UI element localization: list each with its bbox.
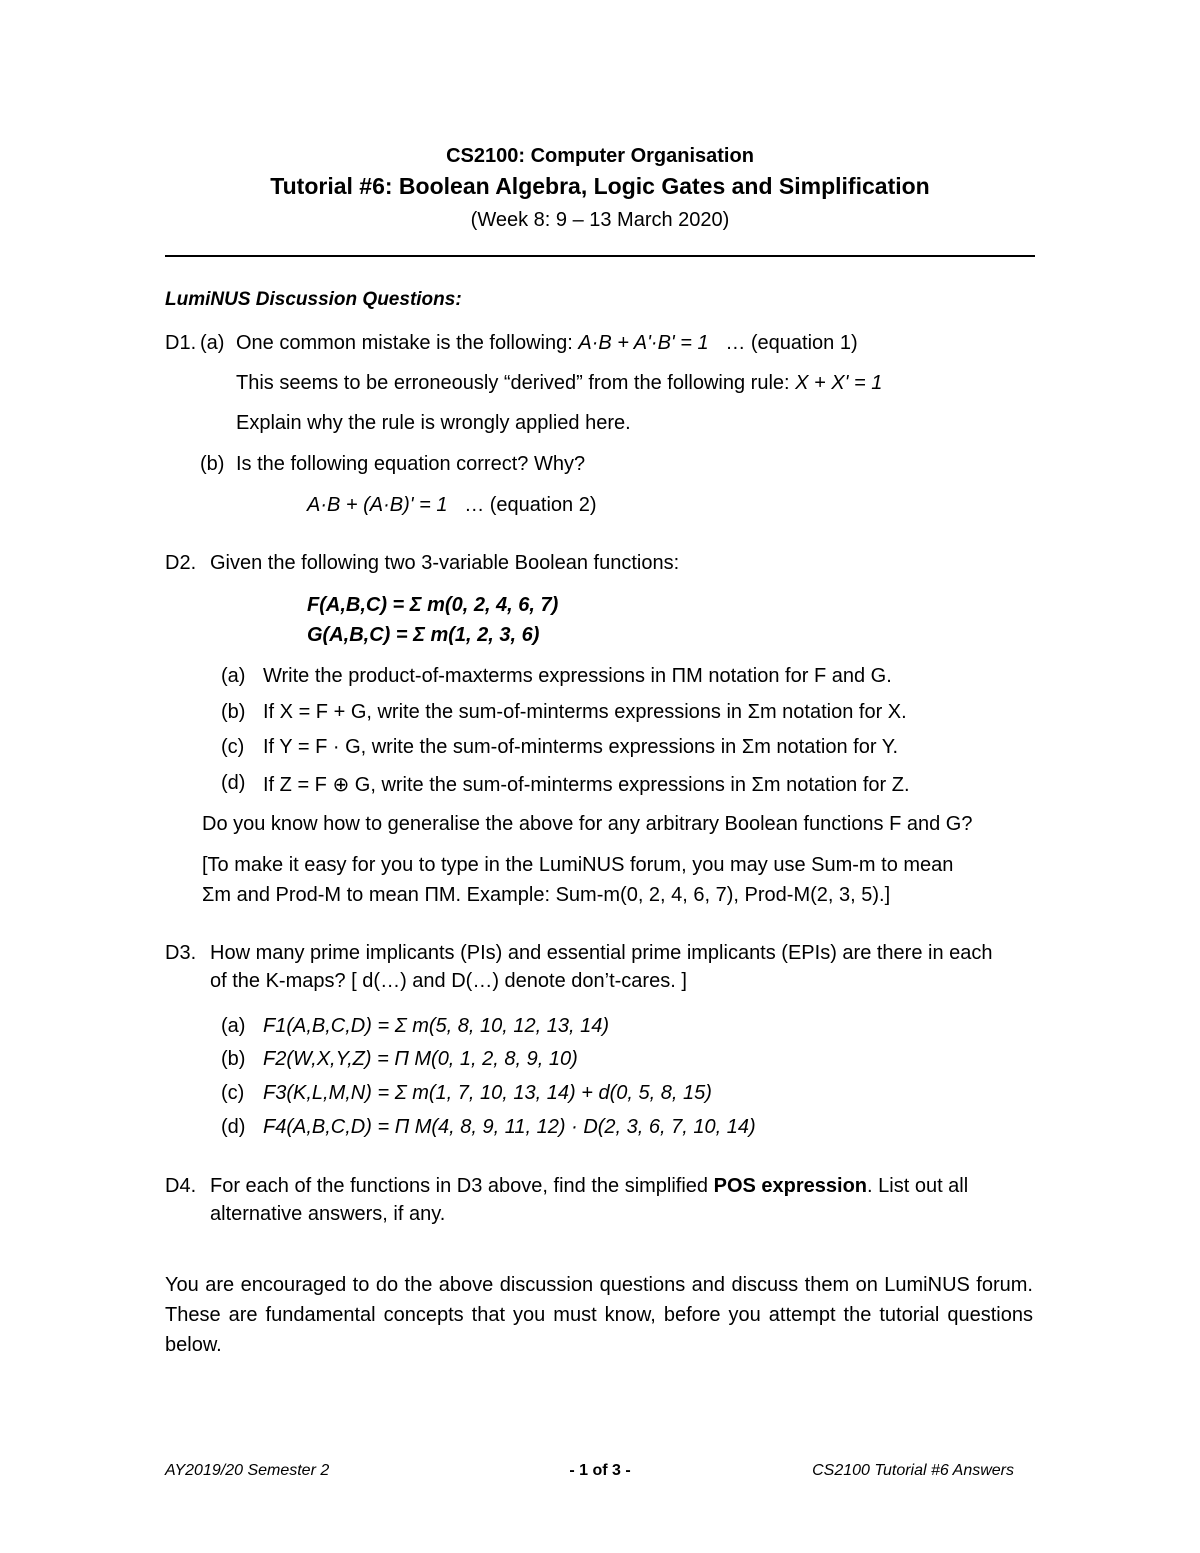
equation-2-note: … (equation 2) bbox=[464, 494, 597, 516]
d2b-text: If X = F + G, write the sum-of-minterms expressions in Σm notation for X. bbox=[263, 701, 907, 723]
d2c-label: (c) bbox=[221, 736, 245, 758]
d2c-text: If Y = F · G, write the sum-of-minterms expressions in Σm notation for Y. bbox=[263, 736, 899, 758]
equation-1-note: … (equation 1) bbox=[725, 332, 858, 354]
d2d-label: (d) bbox=[221, 772, 246, 794]
d1a-line2 bbox=[236, 372, 882, 395]
d1a-label: (a) bbox=[200, 332, 225, 354]
footer-page-number: - 1 of 3 - bbox=[569, 1462, 631, 1479]
d2-note-line1: [To make it easy for you to type in the LumiNUS forum, you may use Sum-m to mean bbox=[202, 854, 954, 876]
d3a-function: F1(A,B,C,D) = Σ m(5, 8, 10, 12, 13, 14) bbox=[263, 1015, 610, 1037]
d1b-equation bbox=[307, 494, 597, 517]
d4-line1-pre: For each of the functions in D3 above, find the simplified bbox=[210, 1175, 709, 1197]
d2b-label: (b) bbox=[221, 701, 246, 723]
d4-line1 bbox=[210, 1175, 968, 1198]
d2-generalise: Do you know how to generalise the above for any arbitrary Boolean functions F and G? bbox=[202, 813, 973, 835]
d4-line1-post: . List out all bbox=[867, 1175, 969, 1197]
d3-line2: of the K-maps? [ d(…) and D(…) denote don’t-cares. ] bbox=[210, 970, 687, 992]
d3d-label: (d) bbox=[221, 1116, 246, 1138]
d1a-line3: Explain why the rule is wrongly applied here. bbox=[236, 412, 631, 434]
d3b-function: F2(W,X,Y,Z) = Π M(0, 1, 2, 8, 9, 10) bbox=[263, 1048, 578, 1070]
complement-rule: X + X' = 1 bbox=[795, 372, 883, 394]
d1b-text: Is the following equation correct? Why? bbox=[236, 453, 586, 475]
equation-1: A·B + A'·B' = 1 bbox=[578, 332, 709, 354]
d2-label: D2. bbox=[165, 552, 197, 574]
d2-note-line2: Σm and Prod-M to mean ΠM. Example: Sum-m(0, 2, 4, 6, 7), Prod-M(2, 3, 5).] bbox=[202, 884, 891, 906]
d4-line2: alternative answers, if any. bbox=[210, 1203, 446, 1225]
d4-pos-expression: POS expression bbox=[713, 1175, 868, 1197]
function-f: F(A,B,C) = Σ m(0, 2, 4, 6, 7) bbox=[307, 594, 559, 616]
d1-label: D1. bbox=[165, 332, 197, 354]
d3b-label: (b) bbox=[221, 1048, 246, 1070]
d3-line1: How many prime implicants (PIs) and essential prime implicants (EPIs) are there in each bbox=[210, 942, 993, 964]
d3c-function: F3(K,L,M,N) = Σ m(1, 7, 10, 13, 14) + d(0, 5, 8, 15) bbox=[263, 1082, 712, 1104]
d1a-text bbox=[236, 332, 858, 355]
d3a-label: (a) bbox=[221, 1015, 246, 1037]
d2a-label: (a) bbox=[221, 665, 246, 687]
section-heading: LumiNUS Discussion Questions: bbox=[165, 289, 462, 310]
course-title: CS2100: Computer Organisation bbox=[446, 145, 754, 167]
tutorial-title: Tutorial #6: Boolean Algebra, Logic Gates and Simplification bbox=[270, 173, 930, 199]
d3c-label: (c) bbox=[221, 1082, 245, 1104]
d1b-label: (b) bbox=[200, 453, 225, 475]
footer-doc-name: CS2100 Tutorial #6 Answers bbox=[812, 1462, 1014, 1479]
d1a-line2-text: This seems to be erroneously “derived” from the following rule: bbox=[236, 372, 790, 394]
d3d-function: F4(A,B,C,D) = Π M(4, 8, 9, 11, 12) · D(2, 3, 6, 7, 10, 14) bbox=[263, 1116, 756, 1138]
week-subtitle: (Week 8: 9 – 13 March 2020) bbox=[470, 209, 730, 231]
footer-semester: AY2019/20 Semester 2 bbox=[165, 1462, 330, 1479]
function-g: G(A,B,C) = Σ m(1, 2, 3, 6) bbox=[307, 624, 540, 646]
d2d-text: If Z = F ⊕ G, write the sum-of-minterms expressions in Σm notation for Z. bbox=[263, 774, 910, 796]
d3-label: D3. bbox=[165, 942, 197, 964]
closing-paragraph: You are encouraged to do the above discussion questions and discuss them on LumiNUS forum. These are fundamental concepts that you must know, before you attempt the tutorial questions below. bbox=[165, 1274, 1033, 1356]
d4-label: D4. bbox=[165, 1175, 197, 1197]
d2a-text: Write the product-of-maxterms expressions in ΠM notation for F and G. bbox=[263, 665, 892, 687]
header-divider bbox=[165, 255, 1035, 257]
equation-2: A·B + (A·B)' = 1 bbox=[307, 494, 448, 516]
d1a-question: One common mistake is the following: bbox=[236, 332, 573, 354]
d2-intro: Given the following two 3-variable Boolean functions: bbox=[210, 552, 680, 574]
